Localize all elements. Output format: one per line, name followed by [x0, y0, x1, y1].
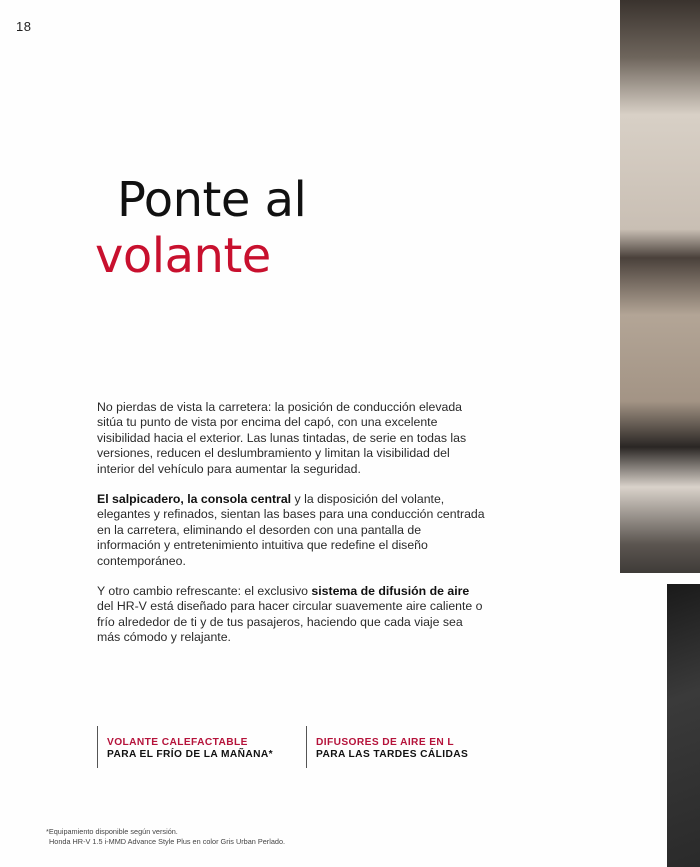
feature-subtitle: PARA LAS TARDES CÁLIDAS [316, 749, 469, 760]
car-interior-seat-photo [620, 0, 700, 573]
footnote: *Equipamiento disponible según versión. [46, 827, 178, 836]
page-number: 18 [16, 19, 32, 34]
paragraph-text: No pierdas de vista la carretera: la posición de conducción elevada sitúa tu punto de vista por encima del capó, con una excelente visibilidad hacia el exterior. Las lunas tintadas, de serie en todas las versiones, reducen el deslumbramiento y limitan la visibilidad del interior del vehículo para aumentar la seguridad. [97, 400, 467, 476]
feature-title: DIFUSORES DE AIRE EN L [316, 737, 455, 748]
feature-subtitle: PARA EL FRÍO DE LA MAÑANA* [107, 749, 274, 760]
footnote: Honda HR-V 1.5 i-MMD Advance Style Plus en color Gris Urban Perlado. [49, 837, 286, 846]
body-text [97, 400, 487, 661]
paragraph-bold: El salpicadero, la consola central [97, 492, 292, 507]
title-line-1: Ponte al [117, 172, 307, 228]
title-line-2: volante [95, 228, 271, 284]
car-interior-dark-photo [667, 584, 700, 867]
paragraph-text: Y otro cambio refrescante: el exclusivo [97, 584, 312, 599]
paragraph-3 [97, 584, 487, 646]
feature-title: VOLANTE CALEFACTABLE [107, 737, 248, 748]
paragraph-text: del HR-V está diseñado para hacer circular suavemente aire caliente o frío alrededor de ti y de tus pasajeros, haciendo que cada viaje sea más cómodo y relajante. [97, 599, 483, 645]
paragraph-2 [97, 492, 487, 569]
paragraph-bold: sistema de difusión de aire [311, 584, 470, 599]
feature-heated-steering [97, 726, 273, 768]
feature-air-diffusers [306, 726, 468, 768]
footnotes [46, 827, 285, 847]
paragraph-1 [97, 400, 487, 477]
paragraph-text: y la disposición del volante, elegantes y refinados, sientan las bases para una conducción centrada en la carretera, eliminando el desorden con una pantalla de información y entretenimiento intuitiva que redefine el diseño contemporáneo. [97, 492, 485, 568]
